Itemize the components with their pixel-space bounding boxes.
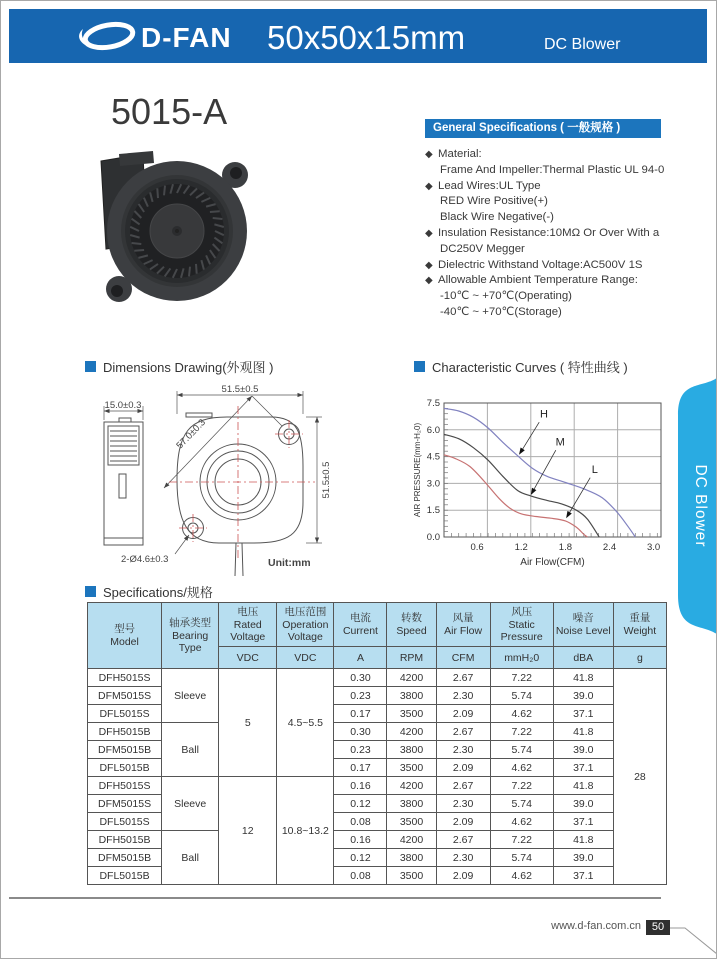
spec-cell-noise: 41.8 xyxy=(553,777,613,795)
spec-cell-model: DFH5015B xyxy=(88,831,162,849)
general-spec-item: ◆ Lead Wires:UL Type xyxy=(425,179,685,195)
col-header-bearing: 轴承类型 Bearing Type xyxy=(162,603,219,669)
spec-cell-model: DFH5015S xyxy=(88,777,162,795)
spec-cell-weight: 28 xyxy=(613,669,666,885)
spec-cell-noise: 41.8 xyxy=(553,831,613,849)
spec-cell-airflow: 2.30 xyxy=(436,849,490,867)
spec-cell-current: 0.12 xyxy=(334,849,387,867)
spec-table-row xyxy=(88,723,667,741)
spec-cell-noise: 39.0 xyxy=(553,741,613,759)
dimensions-drawing xyxy=(85,378,397,580)
spec-cell-pressure: 4.62 xyxy=(490,759,553,777)
x-tick-label: 3.0 xyxy=(646,542,661,553)
col-header-weight: 重量 Weight xyxy=(613,603,666,647)
y-tick-label: 0.0 xyxy=(426,532,440,543)
spec-cell-airflow: 2.09 xyxy=(436,867,490,885)
logo-text: D-FAN xyxy=(141,22,232,53)
spec-cell-airflow: 2.09 xyxy=(436,759,490,777)
spec-cell-speed: 3500 xyxy=(387,867,436,885)
x-tick-label: 1.2 xyxy=(514,542,528,553)
spec-cell-current: 0.16 xyxy=(334,777,387,795)
general-specs-list xyxy=(425,147,685,321)
header-bar xyxy=(9,9,707,63)
section-bullet-icon xyxy=(85,586,96,597)
spec-table-row xyxy=(88,831,667,849)
unit-g: g xyxy=(613,647,666,669)
general-spec-item: RED Wire Positive(+) xyxy=(440,195,548,208)
curves-section-title: Characteristic Curves ( 特性曲线 ) xyxy=(414,357,628,376)
col-header-airflow: 风量 Air Flow xyxy=(436,603,490,647)
spec-cell-speed: 3800 xyxy=(387,741,436,759)
spec-cell-speed: 3800 xyxy=(387,687,436,705)
spec-cell-airflow: 2.67 xyxy=(436,831,490,849)
spec-cell-pressure: 4.62 xyxy=(490,705,553,723)
spec-cell-current: 0.12 xyxy=(334,795,387,813)
spec-cell-model: DFL5015S xyxy=(88,813,162,831)
spec-cell-model: DFM5015B xyxy=(88,741,162,759)
header-category: DC Blower xyxy=(544,36,621,53)
spec-cell-model: DFL5015S xyxy=(88,705,162,723)
curve-L xyxy=(444,455,587,537)
spec-cell-model: DFH5015B xyxy=(88,723,162,741)
curve-H xyxy=(444,408,635,537)
spec-cell-model: DFL5015B xyxy=(88,867,162,885)
spec-cell-current: 0.08 xyxy=(334,813,387,831)
spec-cell-airflow: 2.67 xyxy=(436,777,490,795)
spec-cell-pressure: 7.22 xyxy=(490,669,553,687)
dim-holes: 2-Ø4.6±0.3 xyxy=(121,554,169,565)
spec-cell-operation-voltage: 10.8~13.2 xyxy=(277,777,334,885)
spec-cell-noise: 37.1 xyxy=(553,813,613,831)
corner-decoration xyxy=(661,921,717,959)
spec-table-row xyxy=(88,777,667,795)
general-spec-item: ◆ Dielectric Withstand Voltage:AC500V 1S xyxy=(425,258,685,274)
y-tick-label: 7.5 xyxy=(426,398,440,409)
spec-cell-pressure: 5.74 xyxy=(490,741,553,759)
product-model-title: 5015-A xyxy=(111,91,228,132)
spec-cell-airflow: 2.09 xyxy=(436,813,490,831)
general-specs-header: General Specifications ( 一般规格 ) xyxy=(425,119,661,138)
spec-cell-speed: 3800 xyxy=(387,795,436,813)
spec-cell-rated-voltage: 12 xyxy=(219,777,277,885)
spec-cell-speed: 3500 xyxy=(387,759,436,777)
y-tick-label: 4.5 xyxy=(426,451,440,463)
spec-table-body xyxy=(88,669,667,885)
dim-thickness: 15.0±0.3 xyxy=(104,400,142,411)
spec-cell-pressure: 4.62 xyxy=(490,813,553,831)
general-spec-item: ◆ Allowable Ambient Temperature Range: xyxy=(425,273,685,289)
spec-cell-current: 0.17 xyxy=(334,705,387,723)
spec-cell-current: 0.30 xyxy=(334,669,387,687)
spec-table-header xyxy=(88,603,667,669)
curve-label-L: L xyxy=(591,464,598,476)
section-bullet-icon xyxy=(85,361,96,372)
col-header-model: 型号 Model xyxy=(88,603,162,669)
unit-vdc: VDC xyxy=(277,647,334,669)
specifications-table xyxy=(87,602,667,885)
spec-cell-model: DFM5015S xyxy=(88,687,162,705)
website-link[interactable]: www.d-fan.com.cn xyxy=(551,920,641,932)
y-tick-label: 3.0 xyxy=(426,478,440,490)
col-header-current: 电流 Current xyxy=(334,603,387,647)
spec-cell-noise: 39.0 xyxy=(553,687,613,705)
spec-cell-bearing: Ball xyxy=(162,723,219,777)
side-tab xyxy=(669,375,717,637)
unit-mmh2o: mmH₂0 xyxy=(490,647,553,669)
col-header-pressure: 风压 Static Pressure xyxy=(490,603,553,647)
spec-cell-current: 0.16 xyxy=(334,831,387,849)
product-photo xyxy=(89,143,249,313)
y-tick-label: 6.0 xyxy=(426,424,440,436)
dim-height-right: 51.5±0.5 xyxy=(321,461,332,499)
spec-cell-model: DFH5015S xyxy=(88,669,162,687)
spec-cell-pressure: 7.22 xyxy=(490,831,553,849)
spec-cell-bearing: Sleeve xyxy=(162,669,219,723)
spec-cell-speed: 4200 xyxy=(387,669,436,687)
spec-cell-airflow: 2.67 xyxy=(436,723,490,741)
dim-diagonal: 57.0±0.3 xyxy=(174,417,208,452)
general-spec-item: ◆ Insulation Resistance:10MΩ Or Over With a xyxy=(425,226,685,242)
spec-cell-bearing: Ball xyxy=(162,831,219,885)
spec-cell-current: 0.17 xyxy=(334,759,387,777)
spec-cell-noise: 41.8 xyxy=(553,723,613,741)
characteristic-curves-chart xyxy=(411,382,671,576)
unit-a: A xyxy=(334,647,387,669)
spec-cell-model: DFM5015B xyxy=(88,849,162,867)
general-spec-item: -10℃ ~ +70℃(Operating) xyxy=(440,290,572,303)
general-spec-item: -40℃ ~ +70℃(Storage) xyxy=(440,305,562,318)
col-header-operation-voltage: 电压范围 Operation Voltage xyxy=(277,603,334,647)
lead-wires xyxy=(235,543,243,576)
spec-cell-current: 0.23 xyxy=(334,687,387,705)
x-tick-label: 1.8 xyxy=(558,542,573,553)
spec-cell-current: 0.08 xyxy=(334,867,387,885)
dimensions-section-title: Dimensions Drawing(外观图 ) xyxy=(85,357,273,376)
spec-cell-speed: 3500 xyxy=(387,813,436,831)
x-axis-label: Air Flow(CFM) xyxy=(520,557,585,568)
spec-cell-airflow: 2.30 xyxy=(436,795,490,813)
section-bullet-icon xyxy=(414,361,425,372)
spec-cell-current: 0.30 xyxy=(334,723,387,741)
x-tick-label: 0.6 xyxy=(470,542,484,553)
spec-cell-noise: 39.0 xyxy=(553,849,613,867)
spec-cell-noise: 37.1 xyxy=(553,759,613,777)
fan-size-title: 50x50x15mm xyxy=(267,19,466,56)
spec-cell-speed: 4200 xyxy=(387,777,436,795)
general-spec-item: Frame And Impeller:Thermal Plastic UL 94-0 xyxy=(440,163,665,176)
col-header-speed: 转数 Speed xyxy=(387,603,436,647)
x-tick-label: 2.4 xyxy=(602,542,617,553)
dim-unit: Unit:mm xyxy=(268,557,311,569)
unit-rpm: RPM xyxy=(387,647,436,669)
dim-width-top: 51.5±0.5 xyxy=(221,384,259,395)
spec-cell-speed: 3800 xyxy=(387,849,436,867)
general-spec-item: DC250V Megger xyxy=(440,242,525,255)
spec-cell-speed: 3500 xyxy=(387,705,436,723)
spec-cell-pressure: 5.74 xyxy=(490,687,553,705)
curve-label-H: H xyxy=(540,408,548,421)
spec-cell-operation-voltage: 4.5~5.5 xyxy=(277,669,334,777)
spec-cell-rated-voltage: 5 xyxy=(219,669,277,777)
unit-vdc: VDC xyxy=(219,647,277,669)
footer-divider xyxy=(9,897,661,899)
unit-dba: dBA xyxy=(553,647,613,669)
general-spec-item: ◆ Material: xyxy=(425,147,685,163)
dfan-logo-icon xyxy=(75,17,139,55)
spec-cell-model: DFL5015B xyxy=(88,759,162,777)
spec-cell-model: DFM5015S xyxy=(88,795,162,813)
y-axis-label: AIR PRESSURE(mm-H₂0) xyxy=(413,422,422,518)
page-number-badge: 50 xyxy=(646,920,670,935)
side-view-outline xyxy=(104,422,143,545)
spec-cell-noise: 41.8 xyxy=(553,669,613,687)
spec-cell-pressure: 5.74 xyxy=(490,795,553,813)
col-header-rated-voltage: 电压 Rated Voltage xyxy=(219,603,277,647)
col-header-noise: 噪音 Noise Level xyxy=(553,603,613,647)
spec-cell-airflow: 2.30 xyxy=(436,687,490,705)
spec-cell-pressure: 7.22 xyxy=(490,777,553,795)
y-tick-label: 1.5 xyxy=(426,505,440,517)
spec-section-title: Specifications/规格 xyxy=(85,582,213,601)
spec-cell-pressure: 4.62 xyxy=(490,867,553,885)
spec-cell-noise: 39.0 xyxy=(553,795,613,813)
spec-cell-bearing: Sleeve xyxy=(162,777,219,831)
spec-cell-airflow: 2.67 xyxy=(436,669,490,687)
spec-cell-current: 0.23 xyxy=(334,741,387,759)
spec-cell-pressure: 5.74 xyxy=(490,849,553,867)
spec-cell-speed: 4200 xyxy=(387,723,436,741)
spec-cell-speed: 4200 xyxy=(387,831,436,849)
side-tab-label: DC Blower xyxy=(692,464,709,548)
unit-cfm: CFM xyxy=(436,647,490,669)
spec-cell-noise: 37.1 xyxy=(553,705,613,723)
spec-cell-airflow: 2.09 xyxy=(436,705,490,723)
spec-table-row xyxy=(88,669,667,687)
curve-label-M: M xyxy=(555,436,565,449)
spec-cell-pressure: 7.22 xyxy=(490,723,553,741)
spec-cell-airflow: 2.30 xyxy=(436,741,490,759)
spec-cell-noise: 37.1 xyxy=(553,867,613,885)
general-spec-item: Black Wire Negative(-) xyxy=(440,211,554,224)
